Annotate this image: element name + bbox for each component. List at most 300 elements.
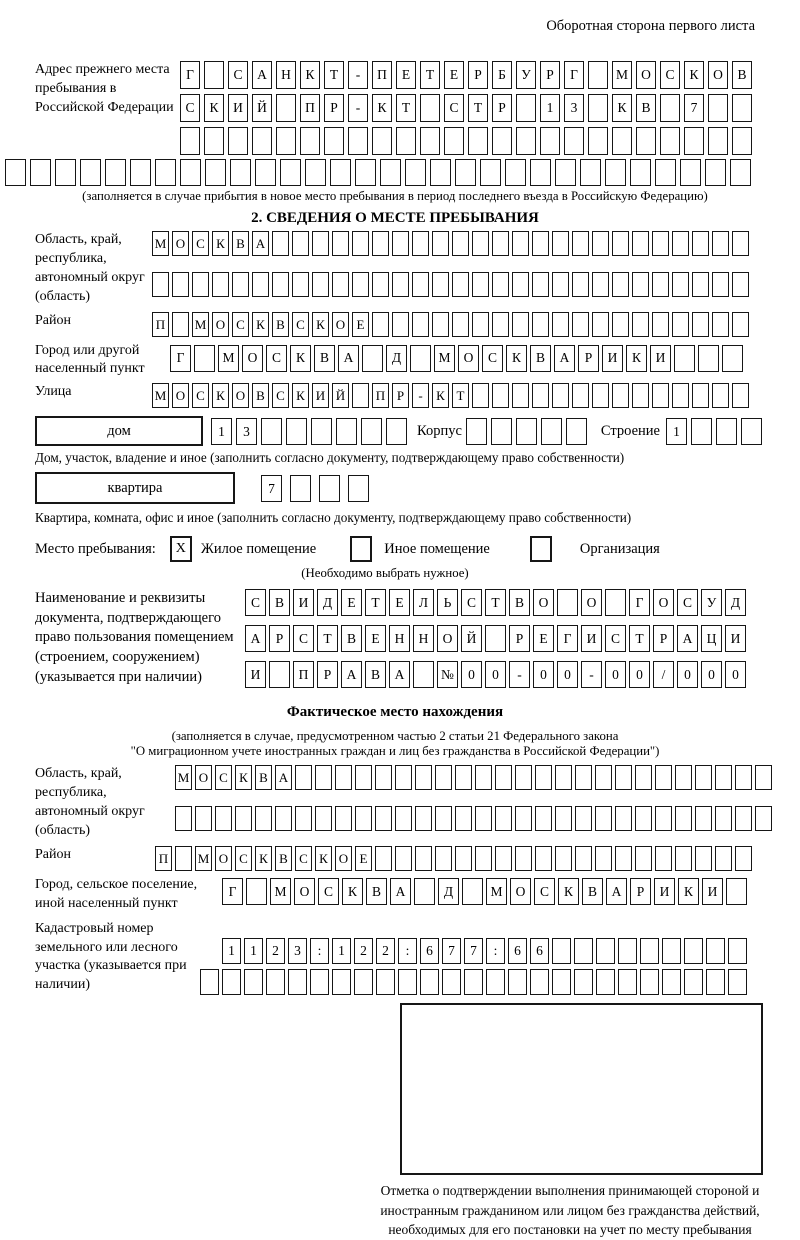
char-cell[interactable]	[311, 418, 332, 445]
char-cell[interactable]: Т	[468, 94, 488, 122]
char-cell[interactable]: 6	[508, 938, 527, 964]
char-cell[interactable]	[662, 969, 681, 995]
char-cell[interactable]	[732, 312, 749, 337]
char-cell[interactable]: 6	[530, 938, 549, 964]
char-cell[interactable]	[172, 272, 189, 297]
char-cell[interactable]	[266, 969, 285, 995]
char-cell[interactable]: П	[372, 61, 392, 89]
char-cell[interactable]	[652, 231, 669, 256]
char-cell[interactable]: 6	[420, 938, 439, 964]
char-cell[interactable]	[332, 969, 351, 995]
char-cell[interactable]: Р	[468, 61, 488, 89]
char-cell[interactable]: -	[581, 661, 602, 688]
char-cell[interactable]	[632, 272, 649, 297]
char-cell[interactable]	[708, 94, 728, 122]
char-cell[interactable]	[280, 159, 301, 186]
char-cell[interactable]	[732, 272, 749, 297]
char-cell[interactable]: И	[654, 878, 675, 905]
char-cell[interactable]	[684, 969, 703, 995]
char-cell[interactable]	[312, 272, 329, 297]
char-cell[interactable]	[395, 806, 412, 831]
char-cell[interactable]: Р	[392, 383, 409, 408]
char-cell[interactable]	[319, 475, 340, 502]
char-cell[interactable]: 7	[684, 94, 704, 122]
char-cell[interactable]	[305, 159, 326, 186]
char-cell[interactable]	[552, 272, 569, 297]
char-cell[interactable]: Р	[269, 625, 290, 652]
char-cell[interactable]	[492, 127, 512, 155]
char-cell[interactable]	[692, 272, 709, 297]
char-cell[interactable]	[232, 272, 249, 297]
char-cell[interactable]	[555, 846, 572, 871]
char-cell[interactable]	[348, 127, 368, 155]
char-cell[interactable]	[336, 418, 357, 445]
char-cell[interactable]	[330, 159, 351, 186]
char-cell[interactable]: Й	[332, 383, 349, 408]
char-cell[interactable]	[615, 806, 632, 831]
char-cell[interactable]: К	[255, 846, 272, 871]
char-cell[interactable]	[535, 846, 552, 871]
char-cell[interactable]: К	[290, 345, 311, 372]
char-cell[interactable]: В	[365, 661, 386, 688]
char-cell[interactable]	[530, 159, 551, 186]
char-cell[interactable]	[535, 806, 552, 831]
char-cell[interactable]	[572, 312, 589, 337]
char-cell[interactable]: О	[294, 878, 315, 905]
char-cell[interactable]	[652, 312, 669, 337]
char-cell[interactable]: У	[516, 61, 536, 89]
char-cell[interactable]	[252, 272, 269, 297]
char-cell[interactable]: М	[486, 878, 507, 905]
char-cell[interactable]	[372, 231, 389, 256]
char-cell[interactable]	[355, 159, 376, 186]
char-cell[interactable]: К	[312, 312, 329, 337]
char-cell[interactable]: Р	[653, 625, 674, 652]
char-cell[interactable]: К	[235, 765, 252, 790]
char-cell[interactable]: Т	[365, 589, 386, 616]
char-cell[interactable]: Е	[352, 312, 369, 337]
char-cell[interactable]	[596, 969, 615, 995]
char-cell[interactable]	[372, 272, 389, 297]
char-cell[interactable]	[480, 159, 501, 186]
char-cell[interactable]: С	[295, 846, 312, 871]
char-cell[interactable]	[455, 846, 472, 871]
char-cell[interactable]: М	[175, 765, 192, 790]
char-cell[interactable]	[712, 383, 729, 408]
char-cell[interactable]: Е	[341, 589, 362, 616]
char-cell[interactable]	[640, 969, 659, 995]
char-cell[interactable]	[204, 127, 224, 155]
char-cell[interactable]: К	[212, 383, 229, 408]
char-cell[interactable]	[130, 159, 151, 186]
char-cell[interactable]: Г	[629, 589, 650, 616]
char-cell[interactable]	[466, 418, 487, 445]
char-cell[interactable]: Т	[629, 625, 650, 652]
char-cell[interactable]	[516, 127, 536, 155]
char-cell[interactable]	[552, 231, 569, 256]
char-cell[interactable]	[200, 969, 219, 995]
char-cell[interactable]: С	[266, 345, 287, 372]
char-cell[interactable]: А	[554, 345, 575, 372]
char-cell[interactable]	[455, 159, 476, 186]
char-cell[interactable]	[152, 272, 169, 297]
char-cell[interactable]	[516, 94, 536, 122]
char-cell[interactable]	[442, 969, 461, 995]
char-cell[interactable]	[632, 312, 649, 337]
char-cell[interactable]	[652, 383, 669, 408]
char-cell[interactable]: К	[212, 231, 229, 256]
char-cell[interactable]	[486, 969, 505, 995]
char-cell[interactable]: Р	[317, 661, 338, 688]
char-cell[interactable]: Г	[170, 345, 191, 372]
char-cell[interactable]	[535, 765, 552, 790]
char-cell[interactable]: Г	[564, 61, 584, 89]
char-cell[interactable]: К	[432, 383, 449, 408]
char-cell[interactable]	[292, 272, 309, 297]
char-cell[interactable]	[755, 765, 772, 790]
char-cell[interactable]	[269, 661, 290, 688]
char-cell[interactable]: 1	[222, 938, 241, 964]
stay-option-other-premises-checkbox[interactable]	[350, 536, 372, 562]
char-cell[interactable]: В	[509, 589, 530, 616]
char-cell[interactable]	[392, 272, 409, 297]
char-cell[interactable]	[228, 127, 248, 155]
char-cell[interactable]: В	[314, 345, 335, 372]
char-cell[interactable]	[455, 765, 472, 790]
char-cell[interactable]	[612, 272, 629, 297]
char-cell[interactable]	[495, 806, 512, 831]
char-cell[interactable]: М	[270, 878, 291, 905]
char-cell[interactable]	[532, 383, 549, 408]
char-cell[interactable]: О	[172, 383, 189, 408]
char-cell[interactable]: 3	[564, 94, 584, 122]
char-cell[interactable]	[692, 383, 709, 408]
char-cell[interactable]	[412, 231, 429, 256]
char-cell[interactable]	[414, 878, 435, 905]
char-cell[interactable]	[675, 765, 692, 790]
char-cell[interactable]	[392, 312, 409, 337]
char-cell[interactable]	[672, 272, 689, 297]
char-cell[interactable]	[532, 272, 549, 297]
char-cell[interactable]	[512, 231, 529, 256]
char-cell[interactable]	[235, 806, 252, 831]
char-cell[interactable]: С	[461, 589, 482, 616]
char-cell[interactable]	[655, 806, 672, 831]
char-cell[interactable]	[272, 231, 289, 256]
char-cell[interactable]	[222, 969, 241, 995]
char-cell[interactable]: И	[702, 878, 723, 905]
char-cell[interactable]	[398, 969, 417, 995]
char-cell[interactable]: А	[252, 61, 272, 89]
char-cell[interactable]: Д	[438, 878, 459, 905]
char-cell[interactable]	[512, 383, 529, 408]
char-cell[interactable]	[592, 312, 609, 337]
char-cell[interactable]	[335, 806, 352, 831]
char-cell[interactable]	[392, 231, 409, 256]
char-cell[interactable]	[444, 127, 464, 155]
char-cell[interactable]: В	[269, 589, 290, 616]
char-cell[interactable]	[332, 231, 349, 256]
char-cell[interactable]: К	[300, 61, 320, 89]
char-cell[interactable]: П	[155, 846, 172, 871]
char-cell[interactable]	[375, 765, 392, 790]
char-cell[interactable]	[288, 969, 307, 995]
char-cell[interactable]	[435, 846, 452, 871]
char-cell[interactable]: 2	[376, 938, 395, 964]
char-cell[interactable]: И	[228, 94, 248, 122]
char-cell[interactable]	[495, 846, 512, 871]
char-cell[interactable]: А	[389, 661, 410, 688]
char-cell[interactable]	[495, 765, 512, 790]
char-cell[interactable]: Р	[492, 94, 512, 122]
char-cell[interactable]	[355, 765, 372, 790]
char-cell[interactable]	[432, 231, 449, 256]
char-cell[interactable]	[715, 846, 732, 871]
char-cell[interactable]	[698, 345, 719, 372]
char-cell[interactable]: О	[437, 625, 458, 652]
char-cell[interactable]: -	[348, 94, 368, 122]
char-cell[interactable]	[552, 938, 571, 964]
char-cell[interactable]: У	[701, 589, 722, 616]
char-cell[interactable]	[194, 345, 215, 372]
char-cell[interactable]: С	[660, 61, 680, 89]
char-cell[interactable]: И	[245, 661, 266, 688]
char-cell[interactable]: А	[252, 231, 269, 256]
char-cell[interactable]	[452, 272, 469, 297]
char-cell[interactable]: М	[152, 231, 169, 256]
char-cell[interactable]	[155, 159, 176, 186]
char-cell[interactable]: К	[342, 878, 363, 905]
char-cell[interactable]: Д	[317, 589, 338, 616]
char-cell[interactable]	[275, 806, 292, 831]
char-cell[interactable]	[592, 383, 609, 408]
char-cell[interactable]: Е	[396, 61, 416, 89]
char-cell[interactable]: П	[293, 661, 314, 688]
char-cell[interactable]: В	[582, 878, 603, 905]
char-cell[interactable]: А	[275, 765, 292, 790]
char-cell[interactable]	[505, 159, 526, 186]
char-cell[interactable]	[552, 969, 571, 995]
char-cell[interactable]	[691, 418, 712, 445]
char-cell[interactable]: О	[332, 312, 349, 337]
char-cell[interactable]	[352, 272, 369, 297]
char-cell[interactable]: 1	[244, 938, 263, 964]
char-cell[interactable]	[655, 765, 672, 790]
char-cell[interactable]: В	[232, 231, 249, 256]
char-cell[interactable]	[362, 345, 383, 372]
char-cell[interactable]	[375, 846, 392, 871]
char-cell[interactable]: 0	[485, 661, 506, 688]
char-cell[interactable]	[80, 159, 101, 186]
char-cell[interactable]: К	[678, 878, 699, 905]
char-cell[interactable]	[352, 383, 369, 408]
char-cell[interactable]: 0	[629, 661, 650, 688]
char-cell[interactable]: К	[558, 878, 579, 905]
char-cell[interactable]: Й	[252, 94, 272, 122]
char-cell[interactable]: С	[235, 846, 252, 871]
char-cell[interactable]	[755, 806, 772, 831]
char-cell[interactable]	[515, 806, 532, 831]
char-cell[interactable]: М	[434, 345, 455, 372]
char-cell[interactable]: И	[650, 345, 671, 372]
char-cell[interactable]	[452, 312, 469, 337]
char-cell[interactable]: О	[581, 589, 602, 616]
char-cell[interactable]	[555, 159, 576, 186]
char-cell[interactable]: В	[732, 61, 752, 89]
char-cell[interactable]	[372, 312, 389, 337]
char-cell[interactable]	[348, 475, 369, 502]
char-cell[interactable]: Н	[413, 625, 434, 652]
char-cell[interactable]	[462, 878, 483, 905]
char-cell[interactable]	[180, 159, 201, 186]
char-cell[interactable]	[574, 938, 593, 964]
char-cell[interactable]	[680, 159, 701, 186]
char-cell[interactable]	[630, 159, 651, 186]
char-cell[interactable]	[732, 94, 752, 122]
char-cell[interactable]: С	[534, 878, 555, 905]
char-cell[interactable]	[272, 272, 289, 297]
char-cell[interactable]: О	[653, 589, 674, 616]
char-cell[interactable]	[246, 878, 267, 905]
char-cell[interactable]	[715, 765, 732, 790]
char-cell[interactable]: :	[486, 938, 505, 964]
char-cell[interactable]	[192, 272, 209, 297]
char-cell[interactable]: О	[195, 765, 212, 790]
char-cell[interactable]	[515, 846, 532, 871]
char-cell[interactable]	[595, 846, 612, 871]
char-cell[interactable]: О	[335, 846, 352, 871]
char-cell[interactable]: 3	[288, 938, 307, 964]
char-cell[interactable]	[372, 127, 392, 155]
char-cell[interactable]	[172, 312, 189, 337]
char-cell[interactable]	[295, 765, 312, 790]
char-cell[interactable]	[612, 312, 629, 337]
char-cell[interactable]	[605, 159, 626, 186]
char-cell[interactable]: В	[252, 383, 269, 408]
char-cell[interactable]	[580, 159, 601, 186]
char-cell[interactable]	[105, 159, 126, 186]
stay-option-residential-checkbox[interactable]: X	[170, 536, 192, 562]
char-cell[interactable]	[660, 94, 680, 122]
char-cell[interactable]: А	[338, 345, 359, 372]
char-cell[interactable]	[595, 765, 612, 790]
char-cell[interactable]	[355, 806, 372, 831]
char-cell[interactable]	[632, 231, 649, 256]
char-cell[interactable]	[728, 969, 747, 995]
char-cell[interactable]	[415, 765, 432, 790]
char-cell[interactable]	[705, 159, 726, 186]
char-cell[interactable]: С	[228, 61, 248, 89]
char-cell[interactable]: 0	[701, 661, 722, 688]
char-cell[interactable]	[557, 589, 578, 616]
char-cell[interactable]	[310, 969, 329, 995]
char-cell[interactable]	[635, 765, 652, 790]
char-cell[interactable]	[55, 159, 76, 186]
char-cell[interactable]	[592, 272, 609, 297]
char-cell[interactable]: А	[245, 625, 266, 652]
char-cell[interactable]	[430, 159, 451, 186]
char-cell[interactable]: :	[398, 938, 417, 964]
char-cell[interactable]	[540, 127, 560, 155]
char-cell[interactable]: Р	[509, 625, 530, 652]
char-cell[interactable]	[566, 418, 587, 445]
char-cell[interactable]: И	[725, 625, 746, 652]
char-cell[interactable]: С	[192, 231, 209, 256]
char-cell[interactable]	[516, 418, 537, 445]
char-cell[interactable]	[662, 938, 681, 964]
char-cell[interactable]: -	[348, 61, 368, 89]
char-cell[interactable]	[588, 127, 608, 155]
char-cell[interactable]: 1	[211, 418, 232, 445]
char-cell[interactable]	[618, 969, 637, 995]
char-cell[interactable]: Р	[324, 94, 344, 122]
char-cell[interactable]: К	[315, 846, 332, 871]
char-cell[interactable]	[255, 806, 272, 831]
char-cell[interactable]	[655, 846, 672, 871]
char-cell[interactable]	[728, 938, 747, 964]
char-cell[interactable]	[175, 806, 192, 831]
char-cell[interactable]	[512, 312, 529, 337]
char-cell[interactable]: Г	[180, 61, 200, 89]
char-cell[interactable]: К	[252, 312, 269, 337]
char-cell[interactable]	[532, 231, 549, 256]
char-cell[interactable]	[615, 846, 632, 871]
char-cell[interactable]	[324, 127, 344, 155]
char-cell[interactable]: 0	[533, 661, 554, 688]
char-cell[interactable]: 0	[557, 661, 578, 688]
char-cell[interactable]	[572, 272, 589, 297]
char-cell[interactable]	[722, 345, 743, 372]
char-cell[interactable]: 0	[725, 661, 746, 688]
char-cell[interactable]	[475, 806, 492, 831]
char-cell[interactable]: С	[180, 94, 200, 122]
char-cell[interactable]: 0	[605, 661, 626, 688]
char-cell[interactable]: М	[218, 345, 239, 372]
char-cell[interactable]	[396, 127, 416, 155]
char-cell[interactable]	[655, 159, 676, 186]
char-cell[interactable]	[575, 846, 592, 871]
char-cell[interactable]	[468, 127, 488, 155]
char-cell[interactable]	[204, 61, 224, 89]
char-cell[interactable]	[618, 938, 637, 964]
char-cell[interactable]	[612, 383, 629, 408]
char-cell[interactable]: :	[310, 938, 329, 964]
char-cell[interactable]: 2	[354, 938, 373, 964]
char-cell[interactable]: -	[509, 661, 530, 688]
char-cell[interactable]	[492, 231, 509, 256]
char-cell[interactable]: Д	[386, 345, 407, 372]
char-cell[interactable]: О	[212, 312, 229, 337]
char-cell[interactable]	[605, 589, 626, 616]
char-cell[interactable]: С	[192, 383, 209, 408]
char-cell[interactable]	[464, 969, 483, 995]
char-cell[interactable]: Г	[222, 878, 243, 905]
char-cell[interactable]: Т	[485, 589, 506, 616]
char-cell[interactable]	[276, 127, 296, 155]
char-cell[interactable]	[435, 765, 452, 790]
char-cell[interactable]	[712, 272, 729, 297]
char-cell[interactable]: В	[341, 625, 362, 652]
char-cell[interactable]	[376, 969, 395, 995]
char-cell[interactable]	[472, 231, 489, 256]
char-cell[interactable]: 0	[677, 661, 698, 688]
char-cell[interactable]	[455, 806, 472, 831]
char-cell[interactable]	[735, 765, 752, 790]
char-cell[interactable]	[295, 806, 312, 831]
char-cell[interactable]	[672, 231, 689, 256]
char-cell[interactable]: О	[232, 383, 249, 408]
char-cell[interactable]	[215, 806, 232, 831]
